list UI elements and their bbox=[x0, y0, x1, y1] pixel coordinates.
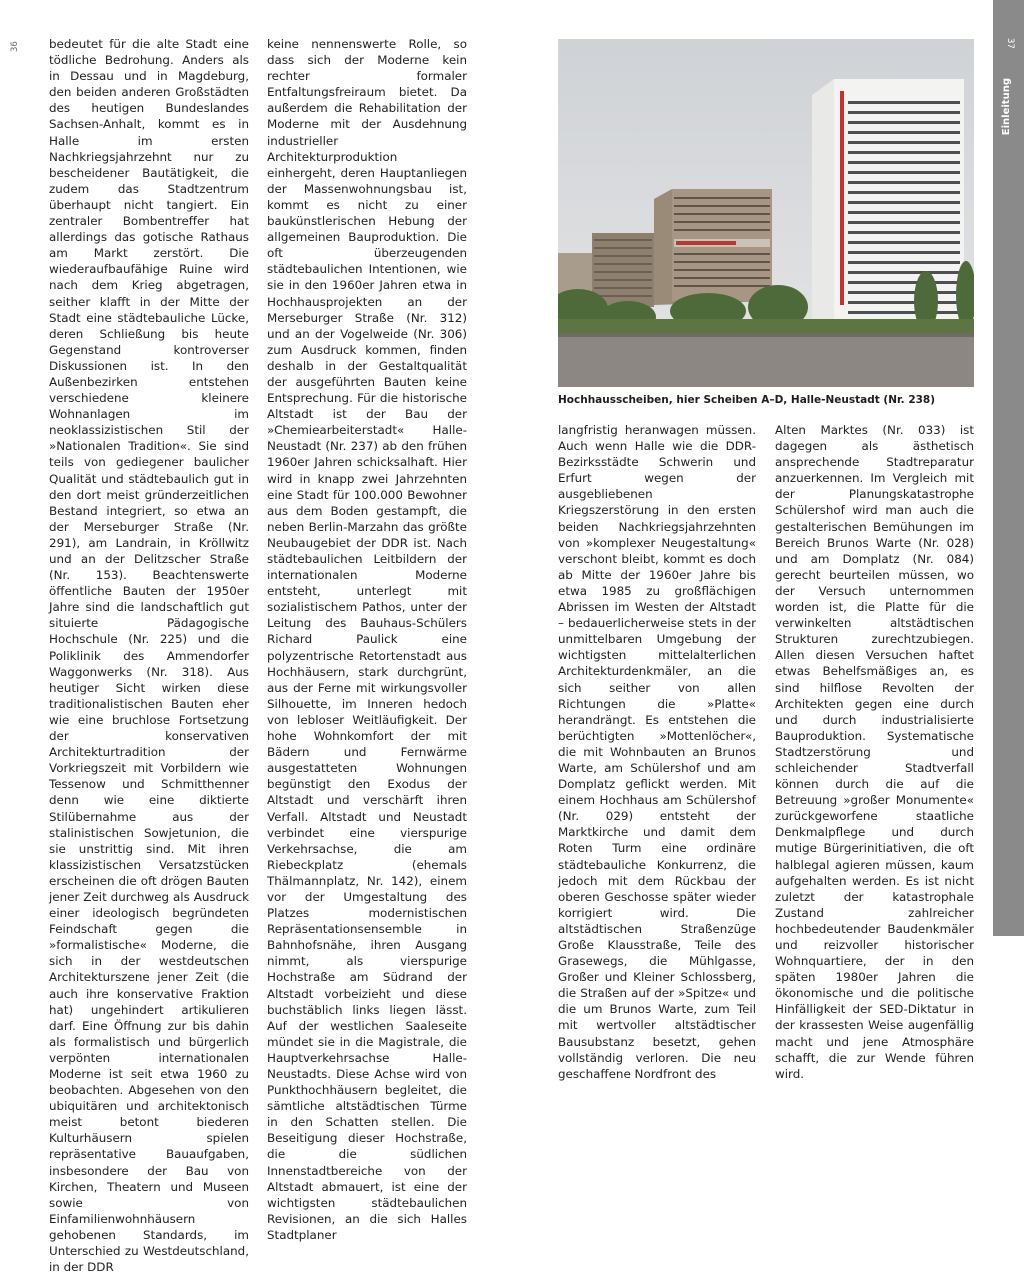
text-column-2 bbox=[267, 36, 467, 1243]
text-column-3 bbox=[558, 422, 756, 1082]
page-number-left: 36 bbox=[10, 41, 20, 52]
paragraph: Alten Marktes (Nr. 033) ist dagegen als ästhetisch ansprechende Stadtreparatur anzuerkennen. Im Vergleich mit der Planungskatastrophe Schülershof wird man auch die gestalterischen Bemühungen im Bereich Brunos Warte (Nr. 028) und am Domplatz (Nr. 084) gerecht beurteilen müssen, wo der Versuch unternommen worden ist, die Platte für die verwinkelten altstädtischen Strukturen zurechtzubiegen. Allen diesen Versuchen haftet etwas Behelfsmäßiges an, es sind hilflose Revolten der Architekten gegen eine durch und durch industrialisierte Bauproduktion. Systematische Stadtzerstörung und schleichender Stadtverfall können durch die auf die Betreuung »großer Monumente« zurückgeworfene staatliche Denkmalpflege und durch mutige Bürgerinitiativen, die oft halblegal agieren müssen, kaum aufgehalten werden. Es ist nicht zuletzt der katastrophale Zustand zahlreicher hochbedeutender Baudenkmäler und reizvoller historischer Wohnquartiere, der in den späten 1980er Jahren die ökonomische und die politische Hinfälligkeit der SED-Diktatur in der krassesten Weise augenfällig macht und jene Atmosphäre schafft, die zur Wende führen wird. bbox=[775, 423, 974, 1081]
chapter-sidebar bbox=[993, 0, 1024, 936]
page-number-right: 37 bbox=[1005, 38, 1015, 49]
paragraph: langfristig heranwagen müssen. Auch wenn Halle wie die DDR-Bezirksstädte Schwerin und Erfurt wegen der ausgebliebenen Kriegszerstörung in den ersten beiden Nachkriegsjahrzehnten von »komplexer Neugestaltung« verschont bleibt, kommt es doch ab Mitte der 1960er Jahre bis etwa 1985 zu großflächigen Abrissen im Westen der Altstadt – bedauerlicherweise stets in der unmittelbaren Umgebung der wichtigsten mittelalterlichen Architekturdenkmäler, an die sich seither von allen Richtungen die »Platte« herandrängt. Es entstehen die berüchtigten »Mottenlöcher«, die mit Wohnbauten an Brunos Warte, am Schülershof und am Domplatz geflickt werden. Mit einem Hochhaus am Schülershof (Nr. 029) entsteht der Marktkirche und damit dem Roten Turm eine ordinäre städtebauliche Konkurrenz, die jedoch mit dem Rückbau der oberen Geschosse später wieder korrigiert wird. Die altstädtischen Straßenzüge Große Klausstraße, Teile des Grasewegs, die Mühlgasse, Großer und Kleiner Schlossberg, die Straßen auf der »Spitze« und die um Brunos Warte, zum Teil mit wertvoller altstädtischer Bausubstanz besetzt, gehen vollständig verloren. Die neu geschaffene Nordfront des bbox=[558, 423, 756, 1081]
text-column-4 bbox=[775, 422, 974, 1082]
figure-caption: Hochhausscheiben, hier Scheiben A–D, Halle-Neustadt (Nr. 238) bbox=[558, 394, 936, 406]
text-column-1 bbox=[49, 36, 249, 1275]
paragraph: bedeutet für die alte Stadt eine tödliche Bedrohung. Anders als in Dessau und in Magdeburg, den beiden anderen Großstädten des heutigen Bundeslandes Sachsen-Anhalt, kommt es in Halle im ersten Nachkriegsjahrzehnt nur zu bescheidener Bautätigkeit, die zudem das Stadtzentrum überhaupt nicht tangiert. Ein zentraler Bombentreffer hat allerdings das gotische Rathaus am Markt zerstört. Die wiederaufbaufähige Ruine wird nach dem Krieg abgetragen, seither klafft in der Mitte der Stadt eine städtebauliche Lücke, deren Schließung bis heute Gegenstand kontroverser Diskussionen ist. In den Außenbezirken entstehen verschiedene kleinere Wohnanlagen im neoklassizistischen Stil der »Nationalen Tradition«. Sie sind teils von gediegener baulicher Qualität und städtebaulich gut in den dort meist gründerzeitlichen Bestand integriert, so etwa an der Merseburger Straße (Nr. 291), am Landrain, in Kröllwitz und an der Delitzscher Straße (Nr. 153). Beachtenswerte öffentliche Bauten der 1950er Jahre sind die landschaftlich gut situierte Pädagogische Hochschule (Nr. 225) und die Poliklinik des Ammendorfer Waggonwerks (Nr. 318). Aus heutiger Sicht wirken diese traditionalistischen Bauten eher wie eine bruchlose Fortsetzung der konservativen Architekturtradition der Vorkriegszeit mit Vorbildern wie Tessenow und Schmitthenner denn wie eine diktierte Stilübernahme aus der stalinistischen Sowjetunion, die sie unstrittig sind. Mit ihren klassizistischen Versatzstücken erscheinen die oft drögen Bauten jener Zeit durchweg als Ausdruck einer ideologisch begründeten Feindschaft gegen die »formalistische« Moderne, die sich in der westdeutschen Architekturszene jener Zeit (die auch ihre konservative Fraktion hat) ungehindert artikulieren darf. Eine Öffnung zur bis dahin als formalistisch und bürgerlich verpönten internationalen Moderne ist seit etwa 1960 zu beobachten. Abgesehen von den ubiquitären und architektonisch meist betont biederen Kulturhäusern spielen repräsentative Bauaufgaben, insbesondere der Bau von Kirchen, Theatern und Museen sowie von Einfamilienwohnhäusern gehobenen Standards, im Unterschied zu Westdeutschland, in der DDR bbox=[49, 37, 249, 1275]
section-label: Einleitung bbox=[1001, 78, 1012, 136]
photo-hochhausscheiben bbox=[558, 39, 974, 387]
paragraph: keine nennenswerte Rolle, so dass sich der Moderne kein rechter formaler Entfaltungsfreiraum bietet. Da außerdem die Rehabilitation der Moderne mit der Ausdehnung industrieller Architekturproduktion einhergeht, deren Hauptanliegen der Massenwohnungsbau ist, kommt es nicht zu einer baukünstlerischen Hebung der allgemeinen Bauproduktion. Die oft überzeugenden städtebaulichen Intentionen, wie sie in den 1960er Jahren etwa in Hochhausprojekten an der Merseburger Straße (Nr. 312) und an der Vogelweide (Nr. 306) zum Ausdruck kommen, finden deshalb in der Gestaltqualität der ausgeführten Bauten keine Entsprechung. Für die historische Altstadt ist der Bau der »Chemiearbeiterstadt« Halle-Neustadt (Nr. 237) ab den frühen 1960er Jahren schicksalhaft. Hier wird in knapp zwei Jahrzehnten eine Stadt für 100.000 Bewohner aus dem Boden gestampft, die neben Berlin-Marzahn das größte Neubaugebiet der DDR ist. Nach städtebaulichen Leitbildern der internationalen Moderne entsteht, unterlegt mit sozialistischem Pathos, unter der Leitung des Bauhaus-Schülers Richard Paulick eine polyzentrische Retortenstadt aus Hochhäusern, stark durchgrünt, aus der Ferne mit wirkungsvoller Silhouette, im Inneren hedoch von lebloser Weitläufigkeit. Der hohe Wohnkomfort der mit Bädern und Fernwärme ausgestatteten Wohnungen begünstigt den Exodus der Altstadt und verschärft ihren Verfall. Altstadt und Neustadt verbindet eine vierspurige Verkehrsachse, die am Riebeckplatz (ehemals Thälmannplatz, Nr. 142), einem vor der Umgestaltung des Platzes modernistischen Repräsentationsensemble in Bahnhofsnähe, ihren Ausgang nimmt, als vierspurige Hochstraße am Südrand der Altstadt vorbeizieht und diese buchstäblich links liegen lässt. Auf der westlichen Saaleseite mündet sie in die Magistrale, die Hauptverkehrsachse Halle-Neustadts. Diese Achse wird von Punkthochhäusern begleitet, die sämtliche altstädtischen Türme in den Schatten stellen. Die Beseitigung dieser Hochstraße, die die südlichen Innenstadtbereiche von der Altstadt abmauert, ist eine der wichtigsten städtebaulichen Revisionen, an die sich Halles Stadtplaner bbox=[267, 37, 467, 1242]
photo-image bbox=[558, 39, 974, 387]
